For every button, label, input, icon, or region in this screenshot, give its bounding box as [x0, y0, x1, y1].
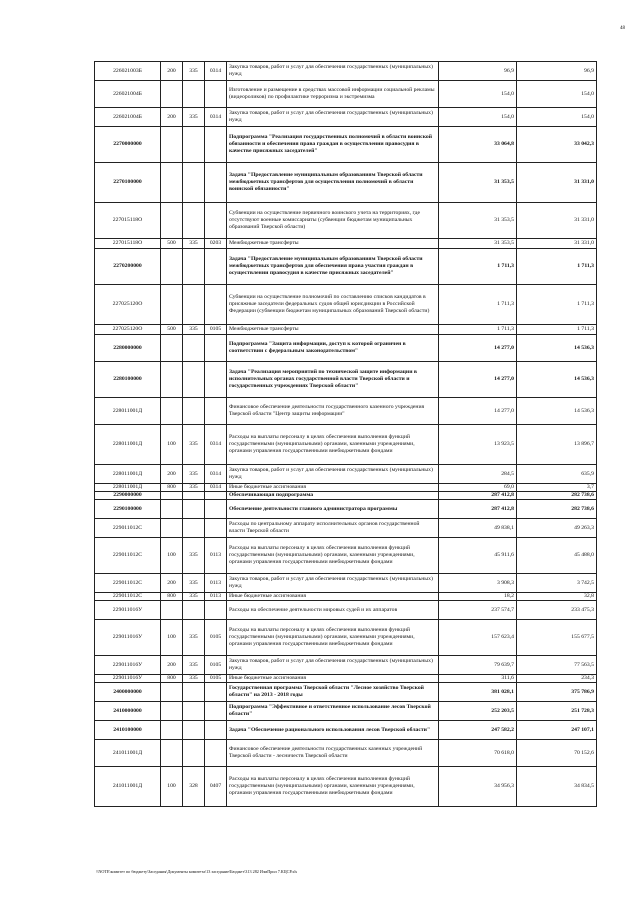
item-name-cell: Задача "Предоставление муниципальным образованиям Тверской области межбюджетных трансфертов для осуществления полномочий в области воинской обязанности": [227, 163, 439, 203]
department-cell: 335: [183, 593, 205, 601]
department-cell: 335: [183, 465, 205, 484]
amount-first-cell: 14 277,0: [439, 335, 517, 362]
expense-type-cell: 100: [161, 620, 183, 656]
amount-second-cell: 33 042,3: [517, 127, 597, 163]
table-row: [95, 574, 597, 593]
item-name-cell: Расходы на выплаты персоналу в целях обеспечения выполнения функций государственными (муниципальными) органами, казенными учреждениями, органами управления государственными внебюджетными фондами: [227, 425, 439, 465]
code-cell: 227025120О: [95, 325, 161, 335]
amount-second-cell: 155 677,5: [517, 620, 597, 656]
amount-second-cell: 234,3: [517, 675, 597, 683]
department-cell: [183, 519, 205, 538]
amount-second-cell: 3 742,5: [517, 574, 597, 593]
table-row: [95, 675, 597, 683]
item-name-cell: Закупка товаров, работ и услуг для обеспечения государственных (муниципальных) нужд: [227, 62, 439, 81]
item-name-cell: Иные бюджетные ассигнования: [227, 484, 439, 492]
table-row: [95, 163, 597, 203]
table-row: [95, 335, 597, 362]
amount-second-cell: 96,9: [517, 62, 597, 81]
code-cell: 227015118О: [95, 203, 161, 239]
item-name-cell: Межбюджетные трансферты: [227, 325, 439, 335]
expense-type-cell: 800: [161, 675, 183, 683]
item-name-cell: Расходы на выплаты персоналу в целях обеспечения выполнения функций государственными (муниципальными) органами, казенными учреждениями, органами управления государственными внебюджетными фондами: [227, 620, 439, 656]
expense-type-cell: [161, 492, 183, 500]
amount-second-cell: 375 786,9: [517, 683, 597, 702]
amount-second-cell: 14 536,3: [517, 335, 597, 362]
code-cell: 229011016У: [95, 620, 161, 656]
amount-second-cell: 13 896,7: [517, 425, 597, 465]
amount-second-cell: 154,0: [517, 81, 597, 108]
amount-second-cell: 32,8: [517, 593, 597, 601]
item-name-cell: Обеспечение деятельности главного администратора программы: [227, 500, 439, 519]
expense-type-cell: 200: [161, 574, 183, 593]
section-cell: 0314: [205, 465, 227, 484]
expense-type-cell: [161, 335, 183, 362]
amount-first-cell: 70 618,0: [439, 740, 517, 767]
code-cell: 2410000000: [95, 702, 161, 721]
code-cell: 228011001Д: [95, 398, 161, 425]
section-cell: 0203: [205, 239, 227, 249]
amount-first-cell: 311,6: [439, 675, 517, 683]
table-row: [95, 62, 597, 81]
code-cell: 2290100000: [95, 500, 161, 519]
file-path-footer: \\NOTE\комитет по бюджету\Заседания\Документы комитета\13 заседание\Бюджет\313 282 ИзмПрил 7.КЦСР.xls: [96, 869, 298, 874]
amount-first-cell: 1 711,3: [439, 325, 517, 335]
section-cell: 0407: [205, 767, 227, 807]
department-cell: 335: [183, 425, 205, 465]
code-cell: 229011016У: [95, 601, 161, 620]
section-cell: [205, 127, 227, 163]
amount-first-cell: 287 412,8: [439, 492, 517, 500]
expense-type-cell: [161, 362, 183, 398]
amount-first-cell: 237 574,7: [439, 601, 517, 620]
item-name-cell: Расходы на выплаты персоналу в целях обеспечения выполнения функций государственными (муниципальными) органами, казенными учреждениями, органами управления государственными внебюджетными фондами: [227, 767, 439, 807]
table-row: [95, 620, 597, 656]
expense-type-cell: [161, 203, 183, 239]
amount-first-cell: 381 028,1: [439, 683, 517, 702]
amount-first-cell: 79 639,7: [439, 656, 517, 675]
table-row: [95, 500, 597, 519]
amount-second-cell: 77 563,5: [517, 656, 597, 675]
expense-type-cell: 500: [161, 239, 183, 249]
item-name-cell: Субвенции на осуществление полномочий по составлению списков кандидатов в присяжные заседатели федеральных судов общей юрисдикции в Российской Федерации (субвенции бюджетам муниципальных образований Тверской области): [227, 285, 439, 325]
item-name-cell: Обеспечивающая подпрограмма: [227, 492, 439, 500]
expense-type-cell: [161, 721, 183, 740]
table-row: [95, 601, 597, 620]
expense-type-cell: [161, 398, 183, 425]
amount-first-cell: 14 277,0: [439, 362, 517, 398]
amount-first-cell: 18,2: [439, 593, 517, 601]
code-cell: 229011016У: [95, 675, 161, 683]
department-cell: 335: [183, 620, 205, 656]
item-name-cell: Подпрограмма "Эффективное и ответственное использование лесов Тверской области": [227, 702, 439, 721]
expense-type-cell: [161, 285, 183, 325]
department-cell: [183, 285, 205, 325]
section-cell: [205, 163, 227, 203]
code-cell: 227015118О: [95, 239, 161, 249]
department-cell: 335: [183, 574, 205, 593]
code-cell: 227025120О: [95, 285, 161, 325]
item-name-cell: Задача "Реализация мероприятий по технической защите информации в исполнительных органах государственной власти Тверской области и государственных учреждениях Тверской области": [227, 362, 439, 398]
amount-second-cell: 14 536,3: [517, 398, 597, 425]
expense-type-cell: 100: [161, 767, 183, 807]
table-row: [95, 127, 597, 163]
expense-type-cell: 800: [161, 593, 183, 601]
section-cell: [205, 721, 227, 740]
department-cell: [183, 500, 205, 519]
amount-first-cell: 69,0: [439, 484, 517, 492]
amount-first-cell: 33 064,8: [439, 127, 517, 163]
amount-first-cell: 14 277,0: [439, 398, 517, 425]
amount-second-cell: 1 711,3: [517, 285, 597, 325]
item-name-cell: Иные бюджетные ассигнования: [227, 675, 439, 683]
section-cell: [205, 519, 227, 538]
amount-second-cell: 154,0: [517, 108, 597, 127]
section-cell: 0314: [205, 108, 227, 127]
table-row: [95, 398, 597, 425]
code-cell: 226021004Б: [95, 108, 161, 127]
amount-second-cell: 1 711,3: [517, 249, 597, 285]
table-row: [95, 702, 597, 721]
code-cell: 229011016У: [95, 656, 161, 675]
table-row: [95, 519, 597, 538]
amount-second-cell: 282 738,6: [517, 500, 597, 519]
amount-second-cell: 251 728,3: [517, 702, 597, 721]
code-cell: 226021004Б: [95, 81, 161, 108]
amount-first-cell: 247 582,2: [439, 721, 517, 740]
code-cell: 229011012С: [95, 538, 161, 574]
department-cell: 335: [183, 484, 205, 492]
expense-type-cell: [161, 601, 183, 620]
code-cell: 2270200000: [95, 249, 161, 285]
section-cell: 0105: [205, 656, 227, 675]
department-cell: 335: [183, 108, 205, 127]
item-name-cell: Расходы по центральному аппарату исполнительных органов государственной власти Тверской области: [227, 519, 439, 538]
section-cell: 0314: [205, 484, 227, 492]
amount-second-cell: 635,9: [517, 465, 597, 484]
expense-type-cell: [161, 702, 183, 721]
section-cell: [205, 203, 227, 239]
amount-first-cell: 252 203,5: [439, 702, 517, 721]
amount-first-cell: 96,9: [439, 62, 517, 81]
section-cell: 0314: [205, 425, 227, 465]
department-cell: [183, 721, 205, 740]
department-cell: [183, 702, 205, 721]
expense-type-cell: 200: [161, 656, 183, 675]
department-cell: 335: [183, 239, 205, 249]
amount-second-cell: 31 331,0: [517, 203, 597, 239]
section-cell: [205, 362, 227, 398]
section-cell: [205, 683, 227, 702]
department-cell: 335: [183, 325, 205, 335]
department-cell: 328: [183, 767, 205, 807]
item-name-cell: Иные бюджетные ассигнования: [227, 593, 439, 601]
department-cell: [183, 163, 205, 203]
amount-first-cell: 157 623,4: [439, 620, 517, 656]
section-cell: [205, 601, 227, 620]
table-row: [95, 425, 597, 465]
amount-first-cell: 154,0: [439, 81, 517, 108]
amount-first-cell: 31 353,5: [439, 203, 517, 239]
section-cell: 0113: [205, 538, 227, 574]
item-name-cell: Задача "Обеспечение рационального использования лесов Тверской области": [227, 721, 439, 740]
section-cell: [205, 249, 227, 285]
table-row: [95, 593, 597, 601]
code-cell: 2400000000: [95, 683, 161, 702]
amount-second-cell: 3,7: [517, 484, 597, 492]
department-cell: [183, 81, 205, 108]
department-cell: [183, 601, 205, 620]
code-cell: 229011012С: [95, 574, 161, 593]
amount-second-cell: 34 834,5: [517, 767, 597, 807]
amount-second-cell: 233 475,3: [517, 601, 597, 620]
expense-type-cell: [161, 683, 183, 702]
section-cell: 0105: [205, 675, 227, 683]
item-name-cell: Изготовление и размещение в средствах массовой информации социальной рекламы (видеороликов) по профилактике терроризма и экстремизма: [227, 81, 439, 108]
item-name-cell: Закупка товаров, работ и услуг для обеспечения государственных (муниципальных) нужд: [227, 574, 439, 593]
table-row: [95, 767, 597, 807]
amount-first-cell: 287 412,8: [439, 500, 517, 519]
table-row: [95, 203, 597, 239]
item-name-cell: Субвенции на осуществление первичного воинского учета на территориях, где отсутствуют военные комиссариаты (субвенции бюджетам муниципальных образований Тверской области): [227, 203, 439, 239]
code-cell: 228011001Д: [95, 465, 161, 484]
code-cell: 241011001Д: [95, 767, 161, 807]
section-cell: 0314: [205, 62, 227, 81]
code-cell: 2270100000: [95, 163, 161, 203]
expense-type-cell: [161, 519, 183, 538]
amount-first-cell: 31 353,5: [439, 163, 517, 203]
table-row: [95, 656, 597, 675]
section-cell: [205, 285, 227, 325]
amount-first-cell: 1 711,3: [439, 285, 517, 325]
table-row: [95, 249, 597, 285]
code-cell: 228011001Д: [95, 425, 161, 465]
amount-first-cell: 31 353,5: [439, 239, 517, 249]
amount-second-cell: 31 331,0: [517, 163, 597, 203]
item-name-cell: Закупка товаров, работ и услуг для обеспечения государственных (муниципальных) нужд: [227, 465, 439, 484]
expense-type-cell: 800: [161, 484, 183, 492]
section-cell: [205, 740, 227, 767]
item-name-cell: Подпрограмма "Защита информации, доступ к которой ограничен в соответствии с федеральным законодательством": [227, 335, 439, 362]
department-cell: [183, 740, 205, 767]
code-cell: 226021003Б: [95, 62, 161, 81]
expense-type-cell: [161, 127, 183, 163]
table-row: [95, 492, 597, 500]
expense-type-cell: 100: [161, 538, 183, 574]
department-cell: [183, 683, 205, 702]
table-row: [95, 325, 597, 335]
department-cell: [183, 335, 205, 362]
table-row: [95, 465, 597, 484]
expense-type-cell: [161, 500, 183, 519]
code-cell: 2290000000: [95, 492, 161, 500]
code-cell: 2270000000: [95, 127, 161, 163]
item-name-cell: Межбюджетные трансферты: [227, 239, 439, 249]
department-cell: [183, 127, 205, 163]
expense-type-cell: 100: [161, 425, 183, 465]
table-row: [95, 538, 597, 574]
department-cell: 335: [183, 538, 205, 574]
section-cell: 0113: [205, 574, 227, 593]
item-name-cell: Задача "Предоставление муниципальным образованиям Тверской области межбюджетных трансфертов для обеспечения права участия граждан в осуществлении правосудия в качестве присяжных заседателей": [227, 249, 439, 285]
table-row: [95, 285, 597, 325]
section-cell: [205, 398, 227, 425]
amount-first-cell: 34 956,3: [439, 767, 517, 807]
code-cell: 229011012С: [95, 519, 161, 538]
table-row: [95, 81, 597, 108]
section-cell: [205, 81, 227, 108]
amount-second-cell: 247 107,1: [517, 721, 597, 740]
table-row: [95, 683, 597, 702]
expense-type-cell: 200: [161, 465, 183, 484]
expense-type-cell: 200: [161, 62, 183, 81]
section-cell: [205, 500, 227, 519]
expense-type-cell: 500: [161, 325, 183, 335]
code-cell: 229011012С: [95, 593, 161, 601]
page-number: 48: [620, 26, 625, 31]
department-cell: [183, 203, 205, 239]
section-cell: [205, 335, 227, 362]
amount-second-cell: 70 152,6: [517, 740, 597, 767]
amount-second-cell: 282 738,6: [517, 492, 597, 500]
table-row: [95, 108, 597, 127]
amount-first-cell: 3 908,3: [439, 574, 517, 593]
code-cell: 241011001Д: [95, 740, 161, 767]
department-cell: 335: [183, 656, 205, 675]
code-cell: 2280100000: [95, 362, 161, 398]
expense-type-cell: 200: [161, 108, 183, 127]
item-name-cell: Финансовое обеспечение деятельности государственных казенных учреждений Тверской области - лесничеств Тверской области: [227, 740, 439, 767]
amount-second-cell: 45 488,0: [517, 538, 597, 574]
item-name-cell: Закупка товаров, работ и услуг для обеспечения государственных (муниципальных) нужд: [227, 656, 439, 675]
amount-second-cell: 31 331,0: [517, 239, 597, 249]
item-name-cell: Государственная программа Тверской области "Лесное хозяйство Тверской области" на 2013 - 2018 годы: [227, 683, 439, 702]
section-cell: [205, 702, 227, 721]
item-name-cell: Расходы на обеспечение деятельности мировых судей и их аппаратов: [227, 601, 439, 620]
expense-type-cell: [161, 163, 183, 203]
amount-first-cell: 45 911,6: [439, 538, 517, 574]
amount-second-cell: 49 263,3: [517, 519, 597, 538]
code-cell: 2410100000: [95, 721, 161, 740]
section-cell: 0105: [205, 620, 227, 656]
code-cell: 228011001Д: [95, 484, 161, 492]
section-cell: 0105: [205, 325, 227, 335]
budget-table: [94, 61, 597, 807]
expense-type-cell: [161, 740, 183, 767]
table-row: [95, 239, 597, 249]
section-cell: 0113: [205, 593, 227, 601]
item-name-cell: Финансовое обеспечение деятельности государственного казенного учреждения Тверской области "Центр защиты информации": [227, 398, 439, 425]
item-name-cell: Расходы на выплаты персоналу в целях обеспечения выполнения функций государственными (муниципальными) органами, казенными учреждениями, органами управления государственными внебюджетными фондами: [227, 538, 439, 574]
department-cell: 335: [183, 675, 205, 683]
amount-first-cell: 154,0: [439, 108, 517, 127]
code-cell: 2280000000: [95, 335, 161, 362]
section-cell: [205, 492, 227, 500]
item-name-cell: Закупка товаров, работ и услуг для обеспечения государственных (муниципальных) нужд: [227, 108, 439, 127]
department-cell: [183, 492, 205, 500]
department-cell: [183, 398, 205, 425]
item-name-cell: Подпрограмма "Реализация государственных полномочий в области воинской обязанности и обеспечения права граждан в осуществлении правосудия в качестве присяжных заседателей": [227, 127, 439, 163]
department-cell: 335: [183, 62, 205, 81]
table-row: [95, 740, 597, 767]
amount-second-cell: 1 711,3: [517, 325, 597, 335]
amount-first-cell: 13 923,5: [439, 425, 517, 465]
amount-first-cell: 1 711,3: [439, 249, 517, 285]
expense-type-cell: [161, 81, 183, 108]
amount-first-cell: 49 838,1: [439, 519, 517, 538]
table-row: [95, 362, 597, 398]
department-cell: [183, 249, 205, 285]
amount-first-cell: 284,5: [439, 465, 517, 484]
expense-type-cell: [161, 249, 183, 285]
table-row: [95, 484, 597, 492]
department-cell: [183, 362, 205, 398]
amount-second-cell: 14 536,3: [517, 362, 597, 398]
table-row: [95, 721, 597, 740]
